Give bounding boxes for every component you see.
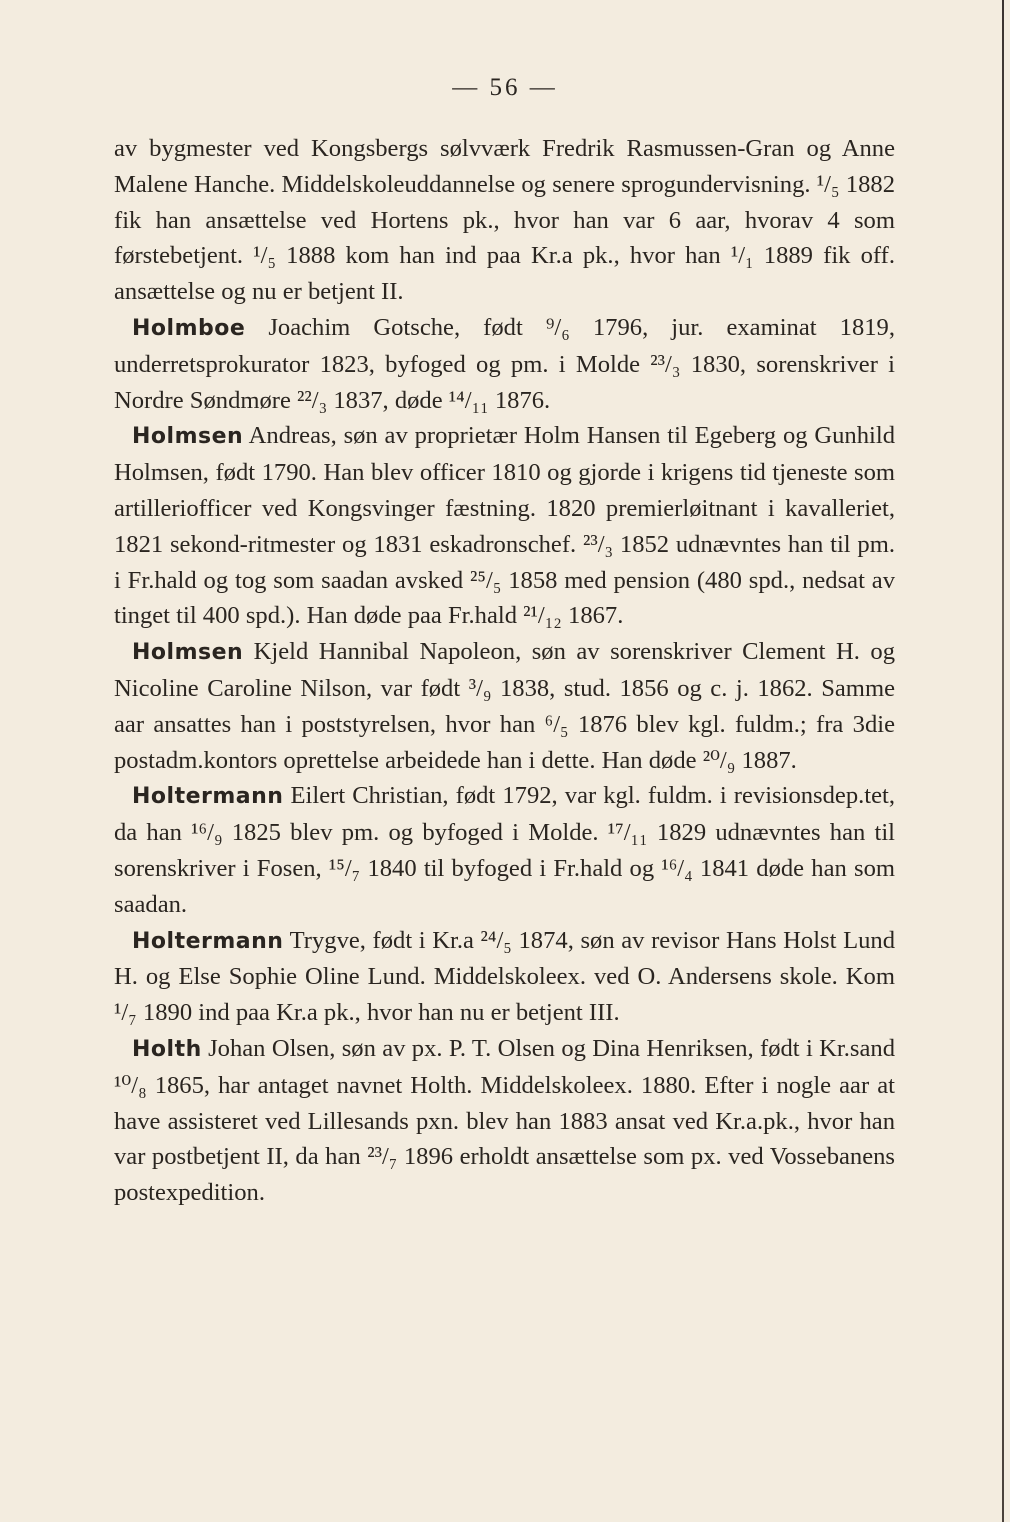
entry-text: Andreas, søn av proprietær Holm Hansen til Egeberg og Gunhild Holmsen, født 1790. Han blev officer 1810 og gjorde i krigens tid tjeneste som artilleriofficer ved Kongsvinger fæstning. 1820 premierløitnant i kavalleriet, 1821 sekond-ritmester og 1831 eskadronschef. ²³/₃ 1852 udnævntes han til pm. i Fr.hald og tog som saadan avsked ²⁵/₅ 1858 med pension (480 spd., nedsat av tinget til 400 spd.). Han døde paa Fr.hald ²¹/₁₂ 1867. (114, 422, 895, 630)
entry-headword: Holtermann (132, 928, 284, 954)
entry-holth (114, 1031, 895, 1211)
paragraph-continuation (114, 131, 895, 310)
entry-text: Johan Olsen, søn av px. P. T. Olsen og Dina Henriksen, født i Kr.sand ¹⁰/₈ 1865, har antaget navnet Holth. Middelskoleex. 1880. Efter i nogle aar at have assisteret ved Lillesands pxn. blev han 1883 ansat ved Kr.a.pk., hvor han var postbetjent II, da han ²³/₇ 1896 erholdt ansættelse som px. ved Vossebanens postexpedition. (114, 1034, 895, 1207)
page-number: — 56 — (452, 74, 558, 101)
entry-text: Trygve, født i Kr.a ²⁴/₅ 1874, søn av revisor Hans Holst Lund H. og Else Sophie Oline Lund. Middelskoleex. ved O. Andersens skole. Kom ¹/₇ 1890 ind paa Kr.a pk., hvor han nu er betjent III. (114, 926, 895, 1027)
entry-headword: Holmsen (132, 424, 244, 450)
page-edge-shadow (1002, 0, 1004, 1522)
entry-text: Kjeld Hannibal Napoleon, søn av sorenskriver Clement H. og Nicoline Caroline Nilson, var født ³/₉ 1838, stud. 1856 og c. j. 1862. Samme aar ansattes han i poststyrelsen, hvor han ⁶/₅ 1876 blev kgl. fuldm.; fra 3die postadm.kontors oprettelse arbeidede han i dette. Han døde ²⁰/₉ 1887. (114, 638, 895, 774)
entry-text: Eilert Christian, født 1792, var kgl. fuldm. i revisionsdep.tet, da han ¹⁶/₉ 1825 blev pm. og byfoged i Molde. ¹⁷/₁₁ 1829 udnævntes han til sorenskriver i Fosen, ¹⁵/₇ 1840 til byfoged i Fr.hald og ¹⁶/₄ 1841 døde han som saadan. (114, 782, 895, 918)
paragraph-text: av bygmester ved Kongsbergs sølvværk Fredrik Rasmussen-Gran og Anne Malene Hanche. Middelskoleuddannelse og senere sprogundervisning. ¹/₅ 1882 fik han ansættelse ved Hortens pk., hvor han var 6 aar, hvorav 4 som førstebetjent. ¹/₅ 1888 kom han ind paa Kr.a pk., hvor han ¹/₁ 1889 fik off. ansættelse og nu er betjent II. (114, 135, 895, 306)
entry-headword: Holmsen (132, 640, 244, 666)
entry-text: Joachim Gotsche, født ⁹/₆ 1796, jur. examinat 1819, underretsprokurator 1823, byfoged og pm. i Molde ²³/₃ 1830, sorenskriver i Nordre Søndmøre ²²/₃ 1837, døde ¹⁴/₁₁ 1876. (114, 313, 895, 414)
entry-holmboe (114, 310, 895, 418)
entry-holtermann-eilert (114, 778, 895, 922)
entry-headword: Holmboe (132, 315, 246, 341)
entry-headword: Holtermann (132, 784, 284, 810)
entry-headword: Holth (132, 1036, 202, 1062)
body-text (114, 131, 895, 1211)
entry-holmsen-andreas (114, 418, 895, 634)
entry-holtermann-trygve (114, 923, 895, 1031)
entry-holmsen-kjeld (114, 634, 895, 778)
